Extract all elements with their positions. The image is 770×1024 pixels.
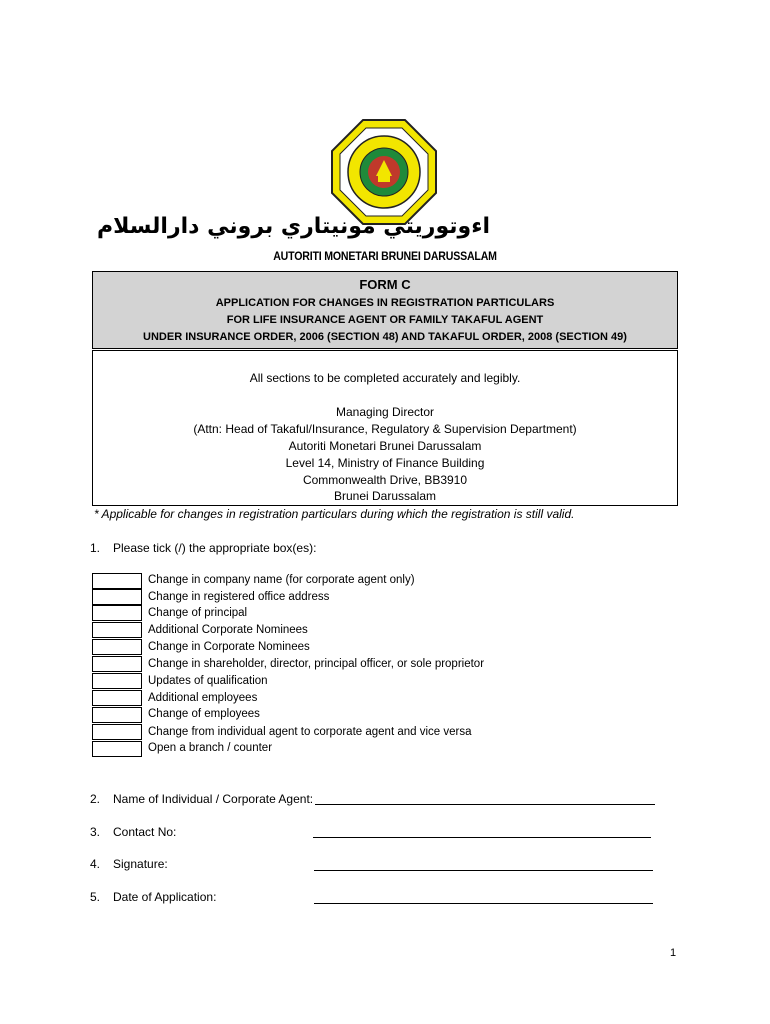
tick-box[interactable]: [92, 690, 142, 706]
section-number: 1.: [90, 541, 101, 555]
address-line: Managing Director: [335, 405, 435, 419]
tick-box[interactable]: [92, 605, 142, 621]
form-title: FORM C: [359, 277, 411, 292]
option-label: Change in shareholder, director, principal officer, or sole proprietor: [148, 658, 485, 670]
date-input-line[interactable]: [314, 902, 653, 904]
instruction-text: All sections to be completed accurately and legibly.: [249, 371, 521, 385]
tick-box[interactable]: [92, 707, 142, 723]
address-line: Level 14, Ministry of Finance Building: [285, 456, 485, 470]
option-label: Change of principal: [148, 607, 248, 619]
field-number: 2.: [90, 792, 101, 806]
tick-box[interactable]: [92, 639, 142, 655]
tick-box[interactable]: [92, 622, 142, 638]
option-label: Additional employees: [148, 692, 258, 704]
option-label: Additional Corporate Nominees: [148, 624, 308, 636]
option-label: Change from individual agent to corporate agent and vice versa: [148, 726, 472, 738]
address-line: (Attn: Head of Takaful/Insurance, Regulatory & Supervision Department): [193, 422, 577, 436]
tick-box[interactable]: [92, 656, 142, 672]
address-line: Brunei Darussalam: [333, 489, 437, 503]
ambd-logo: [330, 118, 438, 226]
arabic-org-name: اءوتوريتي مونيتاري بروني دارالسلام: [96, 214, 490, 239]
option-label: Change in registered office address: [148, 591, 330, 603]
field-number: 3.: [90, 825, 101, 839]
option-label: Open a branch / counter: [148, 742, 273, 754]
field-label-signature: Signature:: [113, 857, 168, 871]
header-line: FOR LIFE INSURANCE AGENT OR FAMILY TAKAFUL AGENT: [226, 314, 544, 326]
signature-input-line[interactable]: [314, 869, 653, 871]
field-label-date: Date of Application:: [113, 890, 217, 904]
validity-note: * Applicable for changes in registration particulars during which the registration is still valid.: [94, 507, 575, 521]
org-name: AUTORITI MONETARI BRUNEI DARUSSALAM: [273, 251, 497, 263]
header-line: UNDER INSURANCE ORDER, 2006 (SECTION 48) AND TAKAFUL ORDER, 2008 (SECTION 49): [143, 331, 627, 343]
option-label: Change in Corporate Nominees: [148, 641, 310, 653]
address-line: Commonwealth Drive, BB3910: [302, 473, 468, 487]
tick-box[interactable]: [92, 573, 142, 589]
option-label: Updates of qualification: [148, 675, 268, 687]
address-line: Autoriti Monetari Brunei Darussalam: [288, 439, 482, 453]
form-header: [92, 271, 678, 349]
option-label: Change in company name (for corporate agent only): [148, 574, 415, 586]
field-label-contact: Contact No:: [113, 825, 177, 839]
tick-box[interactable]: [92, 589, 142, 605]
tick-box[interactable]: [92, 724, 142, 740]
section-label: Please tick (/) the appropriate box(es):: [113, 541, 317, 555]
contact-input-line[interactable]: [313, 836, 651, 838]
option-label: Change of employees: [148, 708, 260, 720]
address-box: [92, 350, 678, 506]
header-line: APPLICATION FOR CHANGES IN REGISTRATION PARTICULARS: [215, 297, 555, 309]
tick-box[interactable]: [92, 741, 142, 757]
page-number: 1: [670, 947, 677, 959]
field-label-name: Name of Individual / Corporate Agent:: [113, 792, 314, 806]
field-number: 4.: [90, 857, 101, 871]
name-input-line[interactable]: [315, 803, 655, 805]
tick-box[interactable]: [92, 673, 142, 689]
field-number: 5.: [90, 890, 101, 904]
